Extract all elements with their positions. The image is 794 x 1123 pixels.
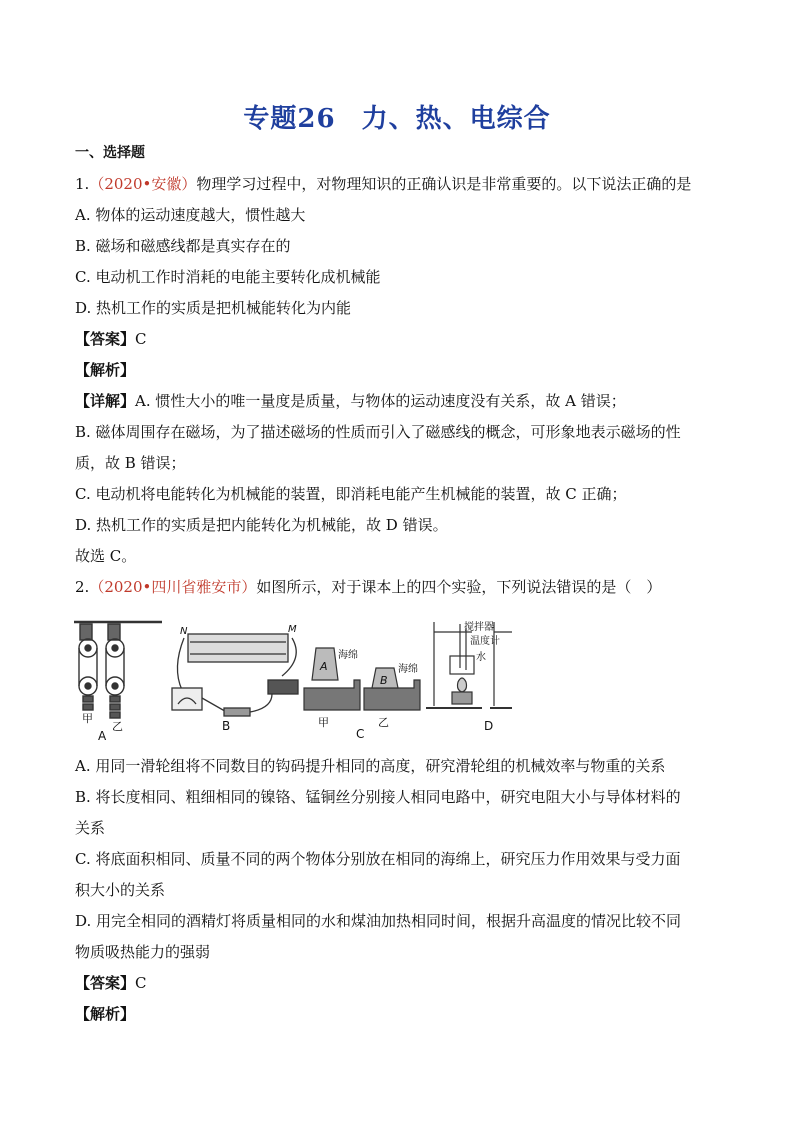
heating-diagram bbox=[426, 622, 512, 708]
q1-stem bbox=[75, 173, 735, 195]
pressure-diagram bbox=[304, 648, 420, 710]
page-title bbox=[0, 98, 794, 135]
fig-water: 水 bbox=[476, 652, 486, 663]
q1-option-d: D. 热机工作的实质是把机械能转化为内能 bbox=[75, 299, 352, 317]
q2-stem bbox=[75, 576, 735, 598]
q2-option-d1: D. 用完全相同的酒精灯将质量相同的水和煤油加热相同时间，根据升高温度的情况比较不同 bbox=[75, 912, 682, 930]
fig-c-yi: 乙 bbox=[378, 716, 389, 729]
fig-block-a: A bbox=[320, 660, 328, 673]
q1-answer-label: 【答案】 bbox=[75, 330, 136, 348]
q1-source: （2020•安徽） bbox=[89, 175, 197, 193]
q2-number: 2. bbox=[75, 578, 90, 596]
title-number: 专题26 bbox=[243, 104, 336, 134]
q2-option-c2: 积大小的关系 bbox=[75, 881, 166, 899]
q1-option-b: B. 磁场和磁感线都是真实存在的 bbox=[75, 237, 291, 255]
q1-detail-label: 【详解】 bbox=[75, 392, 136, 410]
fig-label-d: D bbox=[484, 719, 494, 733]
q1-answer bbox=[75, 328, 735, 350]
q2-option-a: A. 用同一滑轮组将不同数目的钩码提升相同的高度，研究滑轮组的机械效率与物重的关系 bbox=[75, 757, 666, 775]
title-topic: 力、热、电综合 bbox=[361, 104, 551, 134]
q2-answer bbox=[75, 972, 735, 994]
fig-stirrer: 搅拌器 bbox=[464, 622, 494, 633]
q2-analysis-label: 【解析】 bbox=[75, 1005, 136, 1023]
fig-sponge-2: 海绵 bbox=[398, 664, 418, 675]
fig-label-n: N bbox=[180, 626, 188, 637]
fig-label-yi: 乙 bbox=[112, 720, 123, 733]
q2-option-b1: B. 将长度相同、粗细相同的镍铬、锰铜丝分别接人相同电路中，研究电阻大小与导体材料的 bbox=[75, 788, 681, 806]
q1-number: 1. bbox=[75, 175, 90, 193]
q2-option-c1: C. 将底面积相同、质量不同的两个物体分别放在相同的海绵上，研究压力作用效果与受力面 bbox=[75, 850, 681, 868]
q1-detail-b1: B. 磁体周围存在磁场，为了描述磁场的性质而引入了磁感线的概念，可形象地表示磁场的性 bbox=[75, 423, 681, 441]
fig-label-c: C bbox=[356, 727, 365, 741]
q2-option-b2: 关系 bbox=[75, 819, 106, 837]
q2-answer-label: 【答案】 bbox=[75, 974, 136, 992]
q1-conclusion: 故选 C。 bbox=[75, 547, 137, 565]
fig-label-jia: 甲 bbox=[82, 712, 93, 725]
fig-thermometer: 温度计 bbox=[470, 636, 500, 647]
q2-source: （2020•四川省雅安市） bbox=[89, 578, 257, 596]
q1-detail-a-text: A. 惯性大小的唯一量度是质量，与物体的运动速度没有关系，故 A 错误； bbox=[135, 392, 626, 410]
fig-label-m: M bbox=[288, 624, 297, 635]
section-heading: 一、选择题 bbox=[75, 145, 145, 161]
q1-stem-text: 物理学习过程中，对物理知识的正确认识是非常重要的。以下说法正确的是 bbox=[196, 175, 692, 193]
q1-option-c: C. 电动机工作时消耗的电能主要转化成机械能 bbox=[75, 268, 381, 286]
q1-detail-b2: 质，故 B 错误； bbox=[75, 454, 186, 472]
q2-answer-value: C bbox=[135, 974, 147, 992]
q1-answer-value: C bbox=[135, 330, 147, 348]
q1-detail-c: C. 电动机将电能转化为机械能的装置，即消耗电能产生机械能的装置，故 C 正确； bbox=[75, 485, 627, 503]
fig-label-a: A bbox=[98, 729, 107, 743]
circuit-diagram bbox=[172, 634, 298, 716]
q2-option-d2: 物质吸热能力的强弱 bbox=[75, 943, 211, 961]
fig-sponge-1: 海绵 bbox=[338, 650, 358, 661]
q1-analysis-label: 【解析】 bbox=[75, 361, 136, 379]
q2-stem-text: 如图所示，对于课本上的四个实验，下列说法错误的是（ ） bbox=[256, 578, 662, 596]
q1-option-a: A. 物体的运动速度越大，惯性越大 bbox=[75, 206, 306, 224]
experiment-figure bbox=[72, 618, 512, 743]
q1-detail-a bbox=[75, 390, 735, 412]
fig-block-b: B bbox=[380, 674, 388, 687]
pulley-diagram bbox=[74, 622, 162, 718]
q1-detail-d: D. 热机工作的实质是把内能转化为机械能，故 D 错误。 bbox=[75, 516, 448, 534]
fig-c-jia: 甲 bbox=[318, 716, 329, 729]
fig-label-b: B bbox=[222, 719, 231, 733]
